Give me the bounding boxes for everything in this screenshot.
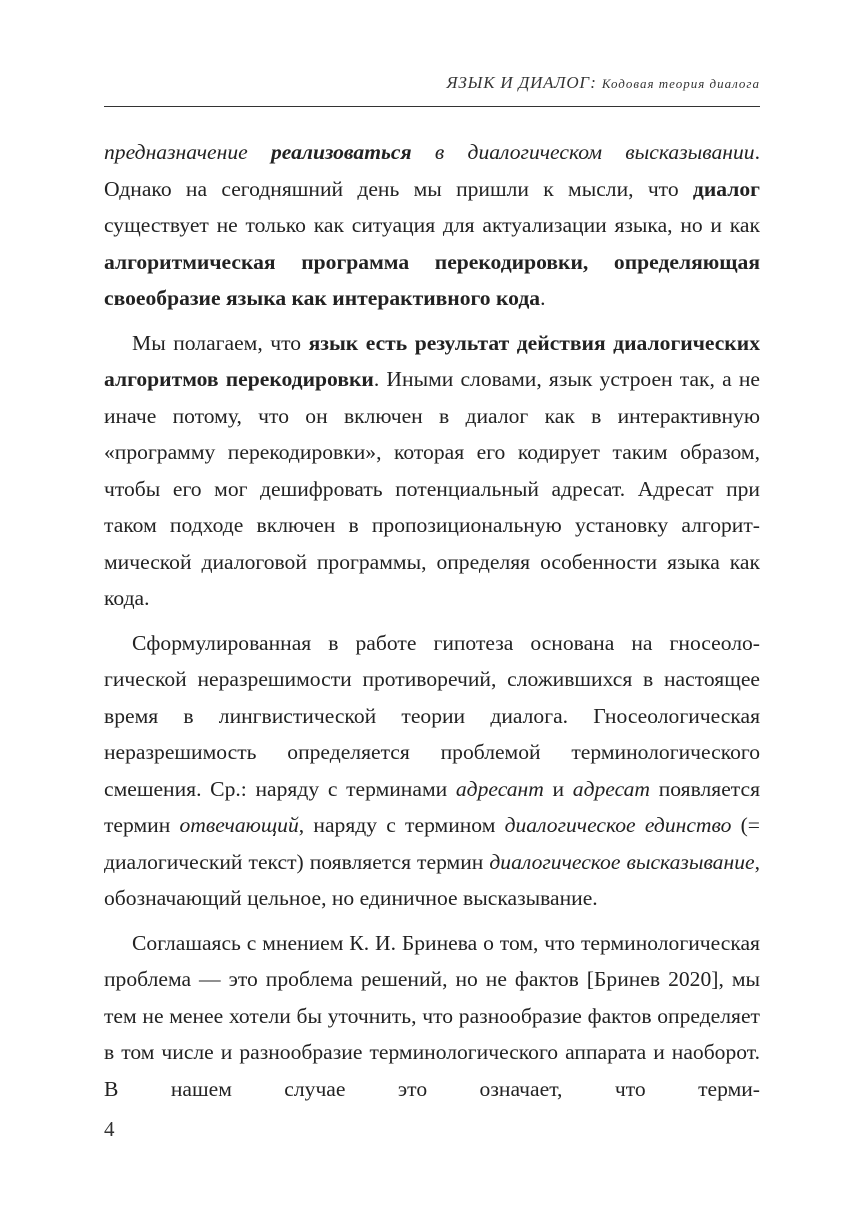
body-text	[104, 134, 760, 1115]
text-run: появляется термин	[104, 776, 761, 837]
paragraph	[104, 325, 760, 617]
emphasis-run: реализоваться	[271, 140, 412, 164]
text-run: . Иными словами, язык устроен так, а не иначе потому, что он включен в диалог как в интерактивную «программу перекодировки», которая его кодирует таким образом, чтобы его мог дешифровать потенциальный адресат. Адресат при таком подходе включен в пропозициональную установку алгоритмической диалоговой программы, определяя особенности языка как кода.	[104, 367, 760, 610]
running-header	[104, 73, 760, 93]
running-header-title: ЯЗЫК И ДИАЛОГ:	[446, 73, 597, 92]
emphasis-run: диалогическое высказывание	[489, 849, 755, 874]
text-run: .	[540, 286, 546, 310]
emphasis-run: язык есть результат действия диалогических алгоритмов перекодировки	[104, 330, 760, 391]
text-run: и	[543, 776, 573, 801]
text-run: существует не только как ситуация для актуализации языка, но и как	[104, 213, 760, 237]
paragraph	[104, 134, 760, 317]
emphasis-run: диалогическое единство	[504, 813, 732, 837]
text-run: Сформулированная в работе гипотеза основана на гносеологической неразрешимости противоречий, сложившихся в настоящее время в лингвистической теории диалога. Гносеологическая неразрешимость определяется проблемой терминологического смешения. Ср.: наряду с терминами	[104, 630, 760, 801]
emphasis-run: алгоритмическая программа перекодировки, определяющая своеобразие языка как интерактивного кода	[104, 249, 760, 310]
emphasis-run: предназначение	[104, 140, 271, 164]
text-run: (= диалогический текст) появляется термин	[104, 813, 760, 874]
text-run: Соглашаясь с мнением К. И. Бринева о том, что терминологическая проблема — это проблема решений, но не фактов [Бринев 2020], мы тем не менее хотели бы уточнить, что разнообразие фактов определяет в том числе и разнообразие терминологического аппарата и наоборот. В нашем случае это означает, что терми-	[104, 930, 760, 1101]
emphasis-run: адресант	[455, 776, 544, 801]
emphasis-run: отвечающий	[179, 813, 299, 837]
emphasis-run: диалог	[692, 176, 760, 201]
text-run: , наряду с термином	[298, 813, 505, 837]
running-header-subtitle: Кодовая теория диалога	[601, 76, 760, 91]
page-number: 4	[104, 1117, 115, 1141]
emphasis-run: в диалогическом высказывании	[411, 140, 755, 164]
text-run: , обозначающий цельное, но единичное высказывание.	[104, 849, 760, 910]
paragraph	[104, 625, 760, 917]
emphasis-run: адресат	[572, 776, 651, 801]
text-run: . Однако на сегодняшний день мы пришли к мысли, что	[104, 140, 760, 201]
text-run: Мы полагаем, что	[132, 330, 309, 355]
header-rule	[104, 106, 760, 107]
paragraph	[104, 925, 760, 1108]
